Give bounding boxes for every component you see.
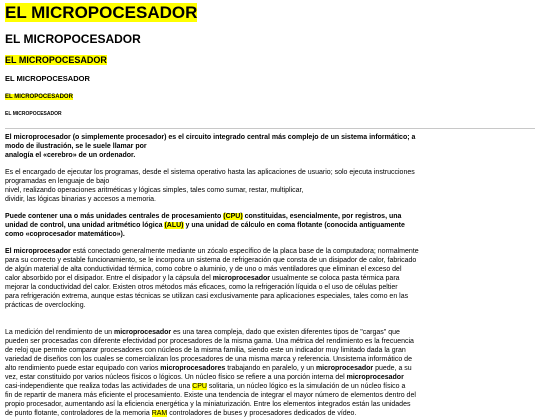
text-span: Puede contener una o más unidades centrales de procesamiento [5,213,224,220]
intro-line: El microprocesador (o simplemente procesador) es el circuito integrado central más complejo de un sistema informático; a [5,134,416,141]
text-span: calor absorbido por el disipador. Entre el disipador y la cápsula del [5,275,213,282]
paragraph-line: programadas en lenguaje de bajo [5,178,110,185]
text-span: fin de repartir de manera más eficiente el procesamiento. Existe una tendencia de integrar el mayor número de elementos dentro del [5,392,416,399]
text-span: y una unidad de cálculo en coma flotante (conocida antiguamente [183,222,405,229]
text-span: La medición del rendimiento de un [5,329,114,336]
text-span: para su correcto y estable funcionamiento, se le incorpora un sistema de refrigeración que consta de un disipador de calor, fabricado [5,257,417,264]
text-span: constituidas, esencialmente, por registros, una [242,213,402,220]
cpu-highlight: (CPU) [223,213,243,220]
text-span: de reloj que permite comparar procesadores con núcleos de la misma familia, siendo este un indicador muy limitado dada la gran [5,347,406,354]
bold-term: microprocesadores [160,365,226,372]
heading-2: EL MICROPOCESADOR [5,32,141,46]
heading-1-text: EL MICROPOCESADOR [5,3,198,22]
heading-1 [5,3,535,23]
paragraph-3 [5,212,535,239]
bold-term: microprocesador [315,365,374,372]
paragraph-4 [5,247,535,310]
paragraph-line: nivel, realizando operaciones aritméticas y lógicas simples, tales como sumar, restar, multiplicar, [5,187,304,194]
cpu-highlight: CPU [192,383,207,390]
paragraph-2 [5,168,535,204]
heading-5 [5,93,535,102]
text-span: trabajando en paralelo, y un [225,365,316,372]
bold-term: El microprocesador [5,248,71,255]
alu-highlight: (ALU) [164,222,184,229]
text-span: unidad de control, una unidad aritmético lógica [5,222,165,229]
heading-4: EL MICROPOCESADOR [5,74,90,83]
intro-line: analogía el «cerebro» de un ordenador. [5,152,136,159]
text-span: solitaria, un núcleo lógico es la simulación de un núcleo físico a [206,383,406,390]
heading-5-text: EL MICROPOCESADOR [5,94,73,100]
heading-6: EL MICROPOCESADOR [5,111,62,117]
text-span: casi-independiente que realiza todas las actividades de una [5,383,193,390]
bold-term: microprocesador [212,275,270,282]
text-span: es una tarea compleja, dado que existen diferentes tipos de "cargas" que [171,329,400,336]
text-span: puede, a su [373,365,412,372]
bold-term: microprocesador [113,329,172,336]
text-span: vez, estar constituido por varios núcleos físicos o lógicos. Un núcleo físico se refiere a una porción interna del [5,374,347,381]
heading-3 [5,55,535,66]
text-span: de algún material de alta conductividad térmica, como cobre o aluminio, y de uno o más ventiladores que eliminan el exceso del [5,266,402,273]
text-span: para refrigeración extrema, aunque estas técnicas se utilizan casi exclusivamente para aplicaciones especiales, tales como en las [5,293,409,300]
text-span: propio procesador, aumentando así la eficiencia energética y la miniaturización. Entre los elementos integrados están las unidades [5,401,411,408]
text-span: mejorar la conductividad del calor. Existen otros métodos más eficaces, como la refrigeración líquida o el uso de células peltier [5,284,398,291]
text-span: está conectado generalmente mediante un zócalo específico de la placa base de la computadora; normalmente [70,248,419,255]
bold-term: microprocesador [346,374,404,381]
text-span: de punto flotante, controladores de la memoria [5,410,152,417]
divider [5,128,535,129]
text-span: como «coprocesador matemático»). [5,231,125,238]
text-span: alto rendimiento puede estar equipado con varios [5,365,161,372]
paragraph-line: dividir, las lógicas binarias y accesos a memoria. [5,196,156,203]
text-span: prácticas de overclocking. [5,302,86,309]
heading-3-text: EL MICROPOCESADOR [5,55,107,65]
intro-paragraph [5,133,535,160]
text-span: controladores de buses y procesadores dedicados de vídeo. [167,410,357,417]
paragraph-line: Es el encargado de ejecutar los programas, desde el sistema operativo hasta las aplicaciones de usuario; solo ejecuta instrucciones [5,169,415,176]
text-span: usualmente se coloca pasta térmica para [269,275,400,282]
intro-line: modo de ilustración, se le suele llamar por [5,143,147,150]
text-span: pueden ser procesadas con diferente efectividad por procesadores de la misma gama. Una métrica del rendimiento es la frecuencia [5,338,414,345]
ram-highlight: RAM [151,410,168,417]
text-span: variedad de diseños con los cuales se comercializan los procesadores de una misma marca y referencia. Unsistema informático de [5,356,412,363]
